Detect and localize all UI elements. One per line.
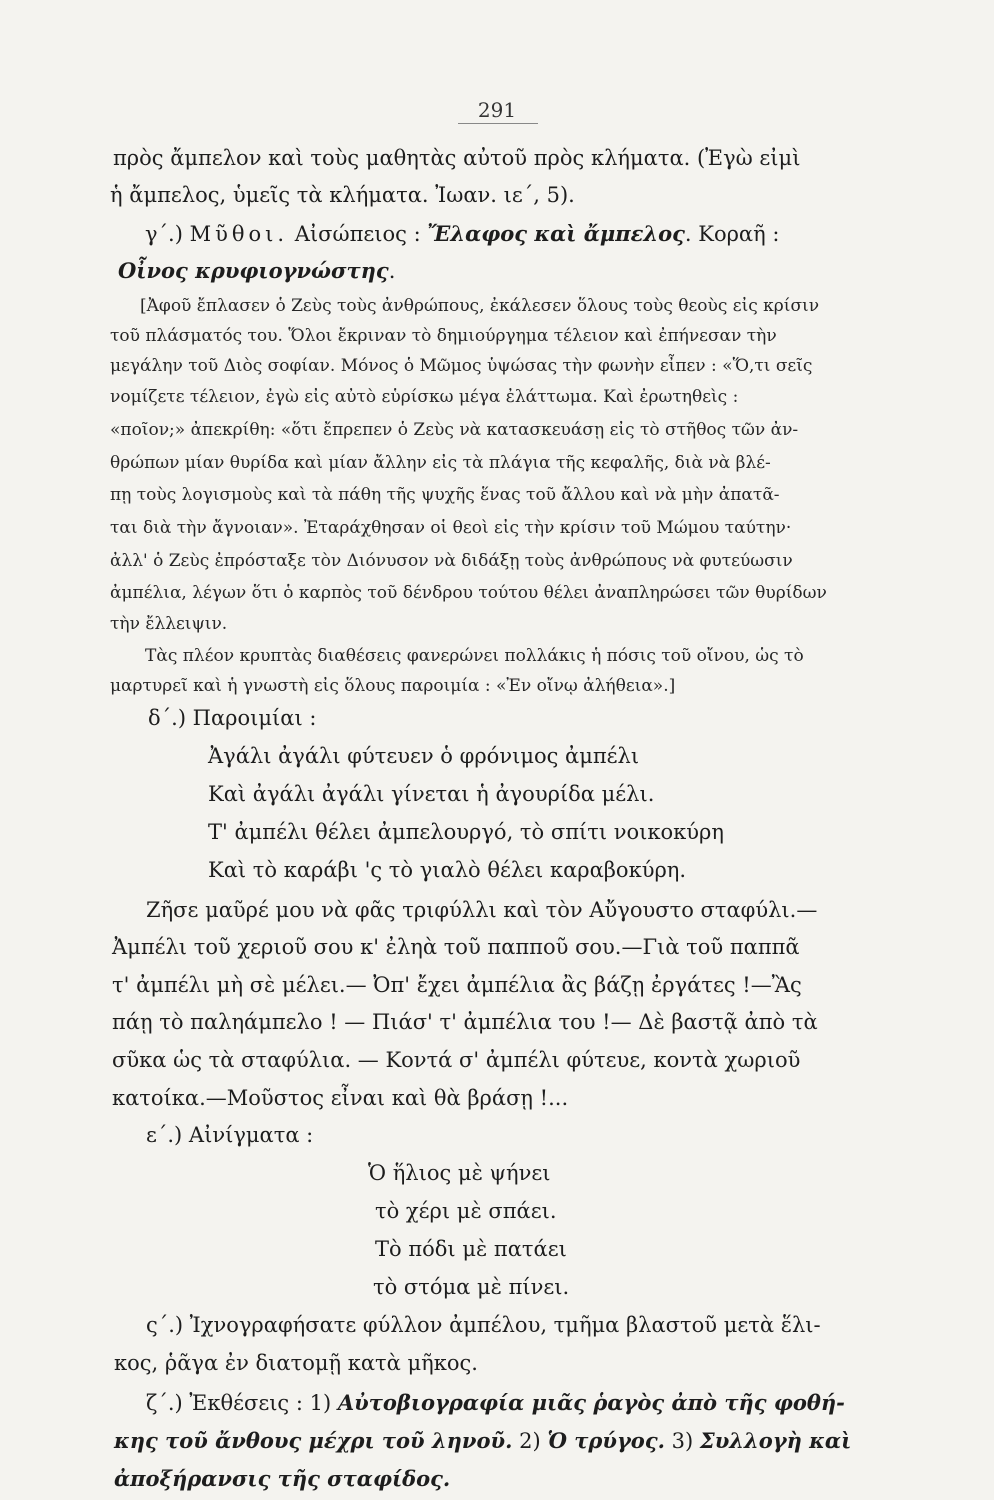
fable-title: Ἔλαφος καὶ ἄμπελος: [427, 221, 685, 246]
fable-text-line: ἀμπέλια, λέγων ὅτι ὁ καρπὸς τοῦ δένδρου τούτου θέλει ἀναπληρώσει τῶν θυρίδων: [110, 583, 827, 603]
fable-text-line: μαρτυρεῖ καὶ ἡ γνωστὴ εἰς ὅλους παροιμία : «Ἐν οἴνῳ ἀλήθεια».]: [110, 676, 676, 696]
intro-line: πρὸς ἄμπελον καὶ τοὺς μαθητὰς αὐτοῦ πρὸς κλήματα. (Ἐγὼ εἰμὶ: [113, 146, 801, 170]
page-number: 291: [477, 98, 517, 122]
essay-topic: Ὁ τρύγος.: [547, 1428, 665, 1453]
proverb-line: Ἀμπέλι τοῦ χεριοῦ σου κ' ἐληὰ τοῦ παπποῦ σου.—Γιὰ τοῦ παππᾶ: [112, 935, 800, 959]
fable-text-line: τὴν ἔλλειψιν.: [110, 614, 228, 634]
essay-number: 2): [519, 1429, 541, 1453]
essay-topic: Αὐτοβιογραφία μιᾶς ῥαγὸς ἀπὸ τῆς φοθή-: [337, 1390, 845, 1415]
proverb-line: πάῃ τὸ παληάμπελο ! — Πιάσ' τ' ἀμπέλια του !— Δὲ βαστᾷ ἀπὸ τὰ: [112, 1010, 818, 1034]
fable-text-line: «ποῖον;» ἀπεκρίθη: «ὅτι ἔπρεπεν ὁ Ζεὺς νὰ κατασκευάσῃ εἰς τὸ στῆθος τῶν ἀν-: [110, 420, 799, 440]
proverb-verse: Καὶ ἀγάλι ἀγάλι γίνεται ἡ ἀγουρίδα μέλι.: [208, 782, 655, 806]
section-g-heading-cont: [118, 260, 395, 282]
fable-text-line: νομίζετε τέλειον, ἐγὼ εἰς αὐτὸ εὑρίσκω μέγα ἐλάττωμα. Καὶ ἐρωτηθεὶς :: [110, 387, 739, 407]
section-z-line: [114, 1430, 851, 1452]
section-title: Μῦθοι.: [189, 222, 289, 246]
proverb-verse: Καὶ τὸ καράβι 'ς τὸ γιαλὸ θέλει καραβοκύρη.: [208, 858, 687, 882]
essay-topic: ἀποξήρανσις τῆς σταφίδος.: [114, 1466, 451, 1491]
fable-text-line: πῃ τοὺς λογισμοὺς καὶ τὰ πάθη τῆς ψυχῆς ἕνας τοῦ ἄλλου καὶ νὰ μὴν ἀπατᾶ-: [110, 485, 780, 505]
fable-text-line: [Ἀφοῦ ἔπλασεν ὁ Ζεὺς τοὺς ἀνθρώπους, ἐκάλεσεν ὅλους τοὺς θεοὺς εἰς κρίσιν: [140, 296, 820, 316]
fable-title: Οἶνος κρυφιογνώστης: [118, 258, 389, 283]
fable-source: Αἰσώπειος :: [294, 222, 421, 246]
fable-source: . Κοραῆ :: [684, 222, 780, 246]
proverb-line: τ' ἀμπέλι μὴ σὲ μέλει.— Ὀπ' ἔχει ἀμπέλια ἂς βάζῃ ἐργάτες !—Ἂς: [112, 973, 802, 997]
riddle-verse: τὸ χέρι μὲ σπάει.: [375, 1199, 557, 1223]
fable-text-line: Τὰς πλέον κρυπτὰς διαθέσεις φανερώνει πολλάκις ἡ πόσις τοῦ οἴνου, ὡς τὸ: [145, 646, 804, 666]
section-st-line: ς΄.) Ἰχνογραφήσατε φύλλον ἀμπέλου, τμῆμα βλαστοῦ μετὰ ἕλι-: [146, 1313, 821, 1337]
fable-text-line: τοῦ πλάσματός του. Ὅλοι ἔκριναν τὸ δημιούργημα τέλειον καὶ ἐπήνεσαν τὴν: [110, 326, 777, 346]
riddle-verse: Τὸ πόδι μὲ πατάει: [375, 1237, 567, 1261]
proverb-line: κατοίκα.—Μοῦστος εἶναι καὶ θὰ βράσῃ !...: [112, 1086, 569, 1110]
fable-text-line: ται διὰ τὴν ἄγνοιαν». Ἐταράχθησαν οἱ θεοὶ εἰς τὴν κρίσιν τοῦ Μώμου ταύτην·: [110, 518, 792, 538]
riddle-verse: τὸ στόμα μὲ πίνει.: [373, 1275, 570, 1299]
section-g-heading: [145, 223, 779, 245]
proverb-line: σῦκα ὡς τὰ σταφύλια. — Κοντά σ' ἀμπέλι φύτευε, κοντὰ χωριοῦ: [112, 1048, 801, 1072]
essay-topic: Συλλογὴ καὶ: [699, 1428, 852, 1453]
proverb-verse: Τ' ἀμπέλι θέλει ἀμπελουργό, τὸ σπίτι νοικοκύρη: [208, 820, 724, 844]
fable-text-line: μεγάλην τοῦ Διὸς σοφίαν. Μόνος ὁ Μῶμος ὑψώσας τὴν φωνὴν εἶπεν : «Ὅ,τι σεῖς: [110, 356, 813, 376]
section-z-line: [146, 1392, 845, 1414]
proverb-line: Ζῆσε μαῦρέ μου νὰ φᾶς τριφύλλι καὶ τὸν Αὔγουστο σταφύλι.—: [146, 898, 818, 922]
section-marker: γ΄.): [145, 222, 183, 246]
page-number-rule: [458, 123, 538, 124]
riddle-verse: Ὁ ἥλιος μὲ ψήνει: [368, 1161, 551, 1185]
essays-label: ζ΄.) Ἐκθέσεις : 1): [146, 1391, 332, 1415]
essay-topic: κης τοῦ ἄνθους μέχρι τοῦ ληνοῦ.: [114, 1428, 513, 1453]
section-z-line: [114, 1468, 450, 1490]
section-e-heading: ε΄.) Αἰνίγματα :: [146, 1123, 314, 1147]
section-st-line: κος, ῥᾶγα ἐν διατομῇ κατὰ μῆκος.: [114, 1351, 478, 1375]
fable-text-line: θρώπων μίαν θυρίδα καὶ μίαν ἄλλην εἰς τὰ πλάγια τῆς κεφαλῆς, διὰ νὰ βλέ-: [110, 453, 771, 473]
proverb-verse: Ἀγάλι ἀγάλι φύτευεν ὁ φρόνιμος ἀμπέλι: [208, 744, 640, 768]
section-d-heading: δ΄.) Παροιμίαι :: [148, 706, 317, 730]
intro-line: ἡ ἄμπελος, ὑμεῖς τὰ κλήματα. Ἰωαν. ιε΄, 5).: [110, 183, 575, 207]
fable-text-line: ἀλλ' ὁ Ζεὺς ἐπρόσταξε τὸν Διόνυσον νὰ διδάξῃ τοὺς ἀνθρώπους νὰ φυτεύωσιν: [110, 551, 793, 571]
punctuation: .: [388, 259, 396, 283]
essay-number: 3): [671, 1429, 694, 1453]
